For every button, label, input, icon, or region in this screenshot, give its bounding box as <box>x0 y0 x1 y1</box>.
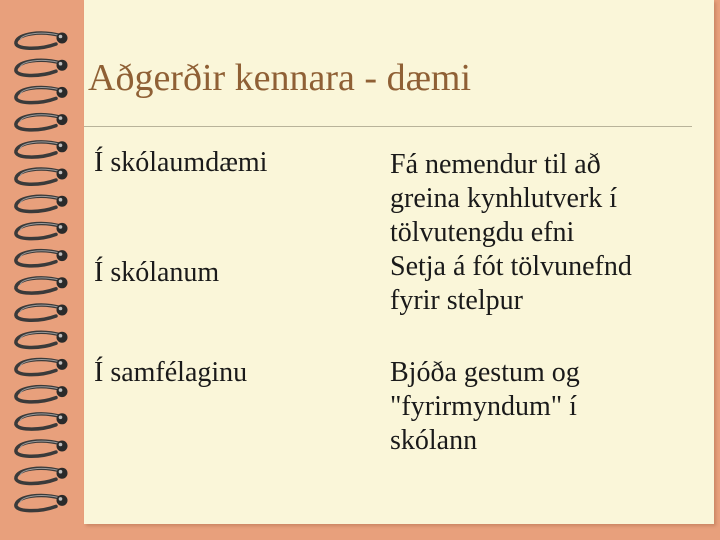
binding-ring <box>16 169 68 185</box>
binding-ring <box>16 441 68 457</box>
binding-ring <box>16 305 68 321</box>
binding-ring <box>16 495 68 511</box>
binding-ring <box>16 386 68 402</box>
binding-ring <box>16 196 68 212</box>
binding-ring <box>16 60 68 76</box>
row-label-school-district: Í skólaumdæmi <box>94 147 268 178</box>
slide-page <box>84 0 714 524</box>
action-line: Setja á fót tölvunefnd <box>390 251 632 282</box>
binding-ring <box>16 114 68 130</box>
action-line: greina kynhlutverk í <box>390 183 618 214</box>
binding-ring <box>16 359 68 375</box>
binding-ring <box>16 33 68 49</box>
notebook-spiral-binding <box>0 0 84 540</box>
binding-ring <box>16 223 68 239</box>
binding-ring <box>16 332 68 348</box>
row-action-school <box>390 250 632 318</box>
action-line: fyrir stelpur <box>390 285 523 316</box>
action-line: Fá nemendur til að <box>390 149 601 180</box>
binding-ring <box>16 141 68 157</box>
binding-ring <box>16 413 68 429</box>
action-line: tölvutengdu efni <box>390 217 575 248</box>
row-action-community <box>390 356 580 458</box>
action-line: "fyrirmyndum" í <box>390 391 577 422</box>
row-label-community: Í samfélaginu <box>94 357 248 388</box>
title-divider <box>84 126 692 127</box>
binding-ring <box>16 87 68 103</box>
row-action-school-district <box>390 148 617 250</box>
slide-title: Aðgerðir kennara - dæmi <box>88 57 472 99</box>
binding-ring <box>16 277 68 293</box>
binding-ring <box>16 468 68 484</box>
row-label-school: Í skólanum <box>94 257 220 288</box>
action-line: skólann <box>390 425 478 456</box>
binding-ring <box>16 250 68 266</box>
action-line: Bjóða gestum og <box>390 357 580 388</box>
